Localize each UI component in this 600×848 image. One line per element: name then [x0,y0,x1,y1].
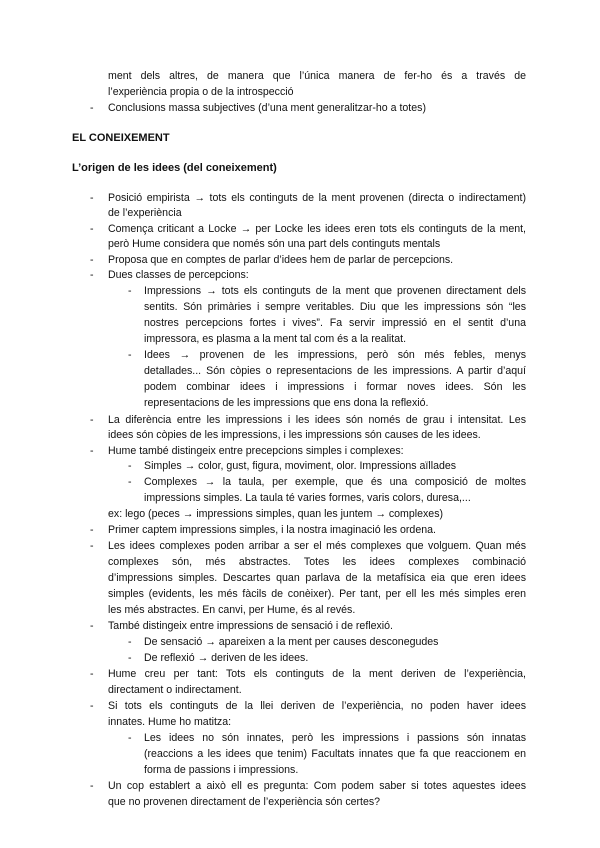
text-line: Complexes → la taula, per exemple, que és una composició de moltes [144,476,526,488]
text-line: innates. Hume ho matitza: [108,716,232,728]
bullet-dash: - [90,620,94,632]
bullet-dash: - [90,269,94,281]
text-line: Impressions → tots els continguts de la ment que provenen directament dels [144,285,526,297]
sub-bullet-dash: - [128,476,132,488]
text-line: La diferència entre les impressions i les idees són només de grau i intensitat. Les [108,414,526,426]
text-line: Idees → provenen de les impressions, però són més febles, menys [144,349,526,361]
text-line: Conclusions massa subjectives (d’una ment generalitzar-ho a totes) [108,102,426,114]
bullet-dash: - [90,780,94,792]
text-line: representacions de les impressions que ens dona la reflexió. [144,397,429,409]
text-line: nostres percepcions fortes i vives”. Fa servir impressió en el sentit d’una [144,317,526,329]
sub-bullet-dash: - [128,460,132,472]
sub-bullet-dash: - [128,285,132,297]
text-line: que no provenen directament de l’experiència són certes? [108,796,381,808]
text-line: d’impressions simples. Descartes quan parlava de la metafísica eia que eren idees [108,572,526,584]
text-line: impressions simples. La taula té varies formes, varis colors, duresa,... [144,492,471,504]
bullet-dash: - [90,668,94,680]
sub-bullet-dash: - [128,636,132,648]
text-line: Simples → color, gust, figura, moviment, olor. Impressions aïllades [144,460,457,472]
text-line: De sensació → apareixen a la ment per causes desconegudes [144,636,439,648]
text-line: forma de passions i impressions. [144,764,299,776]
text-line: (reaccions a les idees que tenim) Facultats innates que fa que reaccionem en [144,748,526,760]
bullet-dash: - [90,254,94,266]
text-line: podem combinar idees i impressions i formar noves idees. Són les [144,381,526,393]
text-line: ment dels altres, de manera que l’única manera de fer-ho és a través de [108,70,526,82]
text-line: però Hume considera que només són una part dels continguts mentals [108,238,441,250]
text-line: Hume també distingeix entre precepcions simples i complexes: [108,445,404,457]
text-line: simples (evidents, les més fàcils de conèixer). Per tant, per ell les més simples eren [108,588,526,600]
example-line: ex: lego (peces → impressions simples, quan les juntem → complexes) [108,508,444,520]
bullet-dash: - [90,445,94,457]
text-line: Un cop establert a això ell es pregunta: Com podem saber si totes aquestes idees [108,780,526,792]
text-line: També distingeix entre impressions de sensació i de reflexió. [108,620,393,632]
text-line: l’experiència propia o de la introspecció [108,86,294,98]
text-line: de l’experiència [108,207,182,219]
text-line: detallades... Són còpies o representacions de les impressions. A partir d’aquí [144,365,526,377]
bullet-dash: - [90,700,94,712]
sub-bullet-dash: - [128,652,132,664]
bullet-dash: - [90,414,94,426]
text-line: Posició empirista → tots els continguts de la ment provenen (directa o indirectament) [108,192,526,204]
section-title: EL CONEIXEMENT [72,132,170,144]
text-line: Dues classes de percepcions: [108,269,249,281]
text-line: Comença criticant a Locke → per Locke les idees eren tots els continguts de la ment, [108,223,526,235]
text-line: Si tots els continguts de la llei deriven de l’experiència, no poden haver idees [108,700,526,712]
bullet-dash: - [90,524,94,536]
text-line: les més abstractes. En canvi, per Hume, és al revés. [108,604,356,616]
bullet-dash: - [90,192,94,204]
text-line: Hume creu per tant: Tots els continguts de la ment deriven de l’experiència, [108,668,526,680]
text-line: impressora, es plasma a la ment tal com és a la realitat. [144,333,407,345]
text-line: Les idees no són innates, però les impressions i passions són innatas [144,732,526,744]
text-line: idees són còpies de les impressions, i les impressions són causes de les idees. [108,429,481,441]
sub-bullet-dash: - [128,349,132,361]
text-line: De reflexió → deriven de les idees. [144,652,309,664]
subsection-title: L’origen de les idees (del coneixement) [72,162,277,174]
text-line: complexes són, més abstractes. Totes les idees complexes combinació [108,556,526,568]
sub-bullet-dash: - [128,732,132,744]
text-line: sentits. Són primàries i sempre veritables. Diu que les impressions són “les [144,301,526,313]
text-line: directament o indirectament. [108,684,242,696]
text-line: Les idees complexes poden arribar a ser el més complexes que volguem. Quan més [108,540,526,552]
text-line: Proposa que en comptes de parlar d’idees hem de parlar de percepcions. [108,254,454,266]
bullet-dash: - [90,540,94,552]
bullet-dash: - [90,223,94,235]
text-line: Primer captem impressions simples, i la nostra imaginació les ordena. [108,524,436,536]
bullet-dash: - [90,102,94,114]
